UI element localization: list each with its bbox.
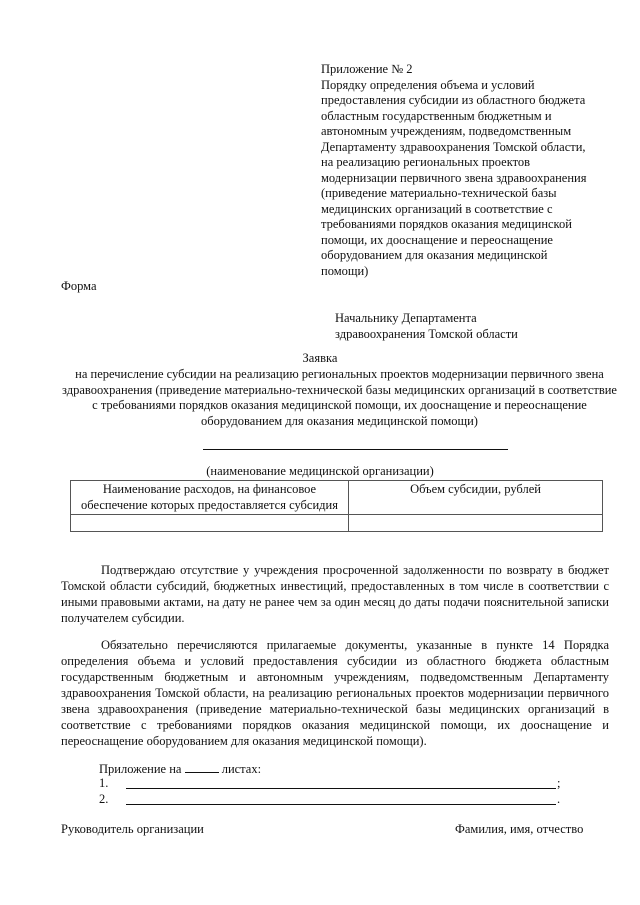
addressee-line-2: здравоохранения Томской области [335, 326, 518, 341]
addressee-line-1: Начальнику Департамента [335, 311, 477, 325]
attachment-item-number: 1. [99, 776, 109, 790]
appendix-line: Порядку определения объема и условий [321, 77, 535, 92]
appendix-line: областным государственным бюджетным и [321, 108, 552, 123]
attachment-statement [99, 761, 261, 778]
attachment-item-2 [99, 792, 561, 808]
appendix-line: медицинских организаций в соответствие с [321, 201, 553, 216]
attachment-item-1 [99, 776, 561, 792]
addressee [335, 311, 518, 342]
org-name-caption: (наименование медицинской организации) [206, 464, 434, 478]
table-header-row [71, 481, 603, 515]
column-header-subsidy-amount: Объем субсидии, рублей [349, 481, 603, 515]
appendix-line: оборудованием для оказания медицинской [321, 248, 548, 262]
table-cell[interactable] [71, 515, 349, 532]
appendix-line: (приведение материально-технической базы [321, 186, 557, 200]
org-name-fill-line[interactable] [203, 449, 508, 450]
document-subtitle: на перечисление субсидии на реализацию региональных проектов модернизации первичного звена здравоохранения (приведение материально-технической базы медицинских организаций в соответствие с требованиями порядков оказания медицинской помощи, их дооснащение и переоснащение оборудованием для оказания медицинской помощи) [62, 367, 617, 428]
appendix-header [321, 62, 591, 279]
appendix-line: Департаменту здравоохранения Томской области, [321, 139, 586, 154]
document-title: Заявка [302, 351, 338, 365]
appendix-line: помощи) [321, 263, 369, 278]
sheet-count-blank[interactable] [185, 761, 219, 773]
expenses-table [70, 480, 603, 532]
column-header-expense-name: Наименование расходов, на финансовое обеспечение которых предоставляется субсидия [71, 481, 349, 515]
appendix-line: Приложение № 2 [321, 62, 413, 76]
attachment-item-fill-line[interactable] [126, 788, 556, 789]
appendix-line: автономным учреждениям, подведомственным [321, 124, 572, 138]
signature-name-label: Фамилия, имя, отчество [455, 822, 584, 836]
paragraph-confirmation: Подтверждаю отсутствие у учреждения просроченной задолженности по возврату в бюджет Томской области субсидий, бюджетных инвестиций, предоставленных в том числе в соответствии с иными правовыми актами, на дату не ранее чем за один месяц до даты подачи пояснительной записки получателем субсидии. [61, 563, 609, 625]
attachment-item-number: 2. [99, 792, 109, 806]
appendix-line: требованиями порядков оказания медицинской [321, 217, 572, 231]
attachment-suffix: листах: [221, 762, 262, 776]
attachment-item-end: ; [557, 776, 561, 790]
appendix-line: на реализацию региональных проектов [321, 155, 531, 169]
signature-head-label: Руководитель организации [61, 822, 204, 836]
attachment-prefix: Приложение на [99, 762, 182, 776]
attachment-item-end: . [557, 792, 561, 806]
attachment-item-fill-line[interactable] [126, 804, 556, 805]
table-cell[interactable] [349, 515, 603, 532]
paragraph-documents: Обязательно перечисляются прилагаемые документы, указанные в пункте 14 Порядка определения объема и условий предоставления субсидии из областного бюджета областным государственным бюджетным и автономным учреждениям, подведомственным Департаменту здравоохранения Томской области, на реализацию региональных проектов модернизации первичного звена здравоохранения (приведение материально-технической базы медицинских организаций в соответствие с требованиями порядков оказания медицинской помощи, их дооснащение и переоснащение оборудованием для оказания медицинской помощи). [61, 638, 609, 748]
appendix-line: помощи, их дооснащение и переоснащение [321, 232, 553, 247]
appendix-line: предоставления субсидии из областного бюджета [321, 93, 586, 107]
table-row [71, 515, 603, 532]
form-label: Форма [61, 279, 97, 293]
appendix-line: модернизации первичного звена здравоохранения [321, 170, 587, 185]
